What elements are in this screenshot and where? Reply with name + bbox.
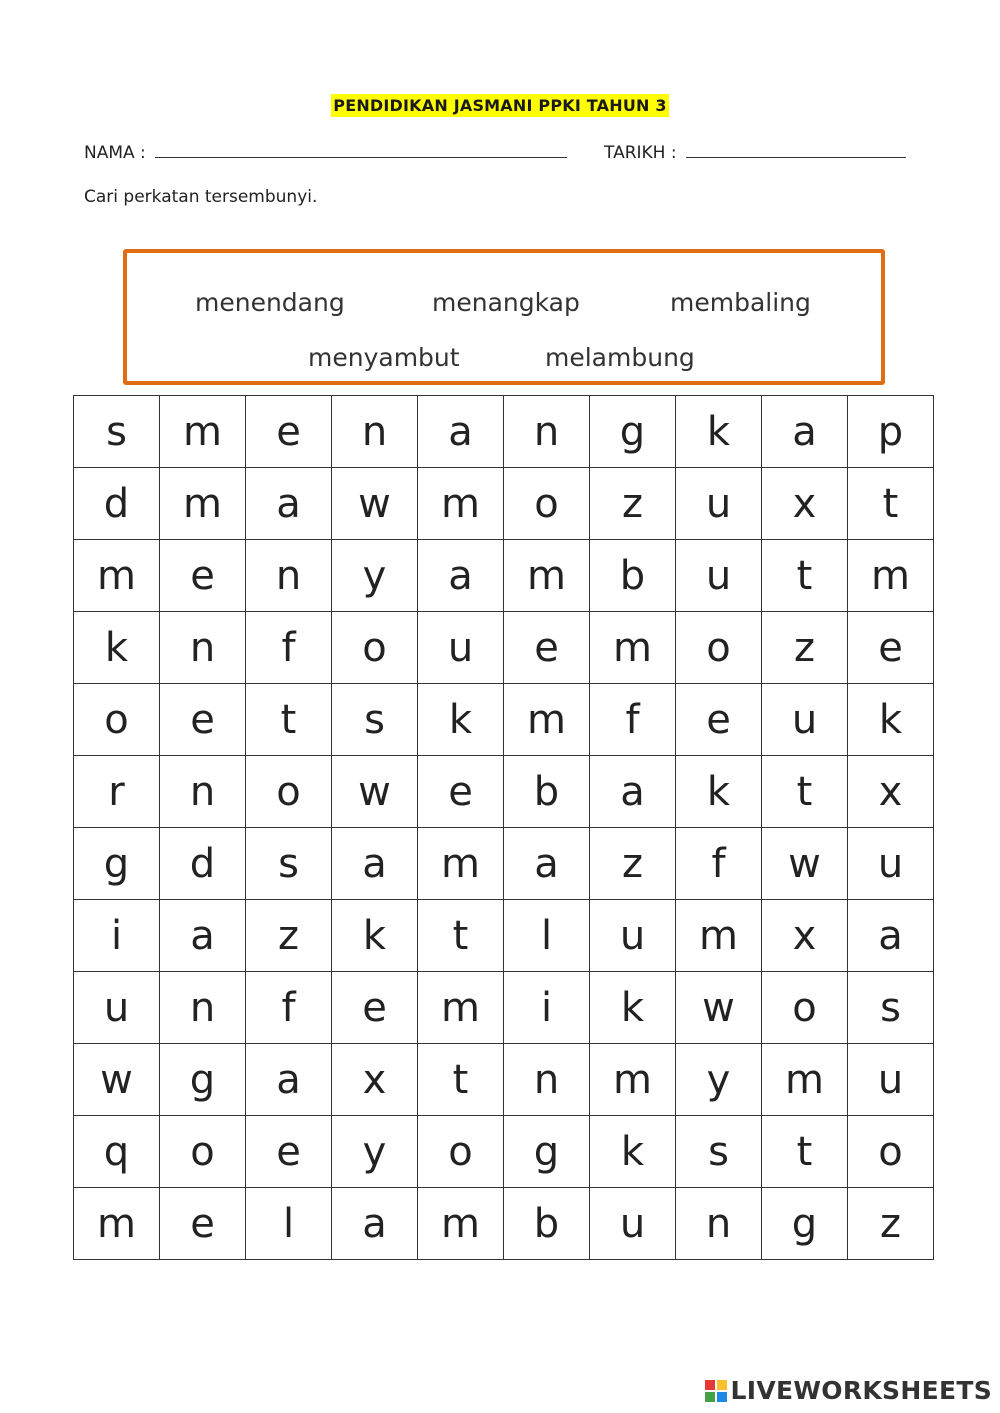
grid-cell[interactable]: o — [160, 1116, 246, 1188]
grid-cell[interactable]: u — [590, 900, 676, 972]
word-bank-item: menangkap — [432, 288, 580, 317]
grid-cell[interactable]: n — [160, 972, 246, 1044]
grid-cell[interactable]: n — [160, 756, 246, 828]
grid-cell[interactable]: u — [74, 972, 160, 1044]
grid-cell[interactable]: k — [590, 972, 676, 1044]
grid-row — [74, 612, 934, 684]
grid-cell[interactable]: u — [848, 1044, 934, 1116]
grid-cell[interactable]: o — [848, 1116, 934, 1188]
grid-cell[interactable]: t — [418, 900, 504, 972]
grid-cell[interactable]: w — [332, 756, 418, 828]
grid-cell[interactable]: g — [74, 828, 160, 900]
grid-cell[interactable]: i — [504, 972, 590, 1044]
grid-cell[interactable]: k — [848, 684, 934, 756]
grid-cell[interactable]: m — [418, 972, 504, 1044]
grid-cell[interactable]: e — [246, 396, 332, 468]
grid-cell[interactable]: m — [160, 468, 246, 540]
worksheet-title-wrap — [0, 96, 1000, 115]
grid-cell[interactable]: p — [848, 396, 934, 468]
grid-cell[interactable]: z — [590, 468, 676, 540]
grid-cell[interactable]: b — [504, 1188, 590, 1260]
grid-cell[interactable]: a — [590, 756, 676, 828]
date-row — [604, 143, 906, 163]
grid-cell[interactable]: d — [74, 468, 160, 540]
grid-cell[interactable]: k — [676, 756, 762, 828]
footer-brand — [705, 1376, 992, 1405]
grid-cell[interactable]: s — [676, 1116, 762, 1188]
date-label: TARIKH : — [604, 143, 677, 163]
grid-row — [74, 756, 934, 828]
grid-cell[interactable]: g — [160, 1044, 246, 1116]
grid-cell[interactable]: t — [762, 1116, 848, 1188]
brand-text: LIVEWORKSHEETS — [730, 1376, 992, 1405]
grid-cell[interactable]: e — [160, 684, 246, 756]
grid-cell[interactable]: n — [676, 1188, 762, 1260]
grid-cell[interactable]: z — [762, 612, 848, 684]
grid-cell[interactable]: n — [246, 540, 332, 612]
grid-cell[interactable]: e — [504, 612, 590, 684]
grid-cell[interactable]: a — [504, 828, 590, 900]
grid-cell[interactable]: y — [676, 1044, 762, 1116]
grid-cell[interactable]: a — [418, 396, 504, 468]
grid-cell[interactable]: w — [332, 468, 418, 540]
grid-row — [74, 684, 934, 756]
grid-cell[interactable]: e — [332, 972, 418, 1044]
grid-cell[interactable]: z — [590, 828, 676, 900]
grid-cell[interactable]: a — [332, 828, 418, 900]
grid-cell[interactable]: n — [504, 396, 590, 468]
grid-row — [74, 1188, 934, 1260]
word-bank-item: membaling — [670, 288, 811, 317]
grid-cell[interactable]: m — [418, 828, 504, 900]
grid-cell[interactable]: f — [590, 684, 676, 756]
grid-cell[interactable]: m — [590, 612, 676, 684]
grid-cell[interactable]: k — [418, 684, 504, 756]
grid-cell[interactable]: m — [418, 1188, 504, 1260]
grid-cell[interactable]: a — [246, 1044, 332, 1116]
grid-cell[interactable]: x — [762, 900, 848, 972]
grid-cell[interactable]: u — [762, 684, 848, 756]
grid-row — [74, 828, 934, 900]
grid-cell[interactable]: i — [74, 900, 160, 972]
grid-cell[interactable]: f — [676, 828, 762, 900]
grid-cell[interactable]: o — [418, 1116, 504, 1188]
grid-cell[interactable]: x — [332, 1044, 418, 1116]
word-search-grid — [73, 395, 934, 1260]
grid-row — [74, 1044, 934, 1116]
grid-cell[interactable]: m — [74, 540, 160, 612]
grid-cell[interactable]: t — [418, 1044, 504, 1116]
word-bank-item: menyambut — [308, 343, 460, 372]
grid-cell[interactable]: k — [590, 1116, 676, 1188]
grid-cell[interactable]: t — [246, 684, 332, 756]
grid-cell[interactable]: a — [332, 1188, 418, 1260]
grid-cell[interactable]: m — [418, 468, 504, 540]
grid-cell[interactable]: l — [504, 900, 590, 972]
grid-cell[interactable]: y — [332, 540, 418, 612]
grid-cell[interactable]: t — [762, 540, 848, 612]
grid-row — [74, 1116, 934, 1188]
grid-cell[interactable]: m — [762, 1044, 848, 1116]
grid-cell[interactable]: w — [676, 972, 762, 1044]
grid-cell[interactable]: o — [74, 684, 160, 756]
name-row — [84, 143, 567, 163]
liveworksheets-logo-icon — [705, 1380, 727, 1402]
instruction-text: Cari perkatan tersembunyi. — [84, 187, 318, 207]
grid-cell[interactable]: a — [160, 900, 246, 972]
grid-cell[interactable]: o — [762, 972, 848, 1044]
worksheet-title: PENDIDIKAN JASMANI PPKI TAHUN 3 — [333, 96, 667, 115]
grid-cell[interactable]: e — [848, 612, 934, 684]
grid-row — [74, 396, 934, 468]
grid-cell[interactable]: r — [74, 756, 160, 828]
grid-cell[interactable]: m — [504, 684, 590, 756]
grid-cell[interactable]: u — [848, 828, 934, 900]
word-bank-item: melambung — [545, 343, 695, 372]
grid-row — [74, 540, 934, 612]
grid-cell[interactable]: a — [848, 900, 934, 972]
grid-cell[interactable]: g — [504, 1116, 590, 1188]
grid-cell[interactable]: m — [848, 540, 934, 612]
grid-cell[interactable]: a — [762, 396, 848, 468]
grid-cell[interactable]: y — [332, 1116, 418, 1188]
grid-cell[interactable]: o — [504, 468, 590, 540]
grid-cell[interactable]: z — [848, 1188, 934, 1260]
grid-cell[interactable]: m — [160, 396, 246, 468]
grid-cell[interactable]: t — [762, 756, 848, 828]
grid-cell[interactable]: f — [246, 972, 332, 1044]
grid-row — [74, 468, 934, 540]
grid-cell[interactable]: a — [418, 540, 504, 612]
grid-cell[interactable]: w — [762, 828, 848, 900]
grid-cell[interactable]: e — [160, 1188, 246, 1260]
grid-row — [74, 972, 934, 1044]
grid-cell[interactable]: s — [74, 396, 160, 468]
grid-cell[interactable]: w — [74, 1044, 160, 1116]
grid-cell[interactable]: z — [246, 900, 332, 972]
grid-cell[interactable]: s — [848, 972, 934, 1044]
grid-cell[interactable]: e — [160, 540, 246, 612]
grid-cell[interactable]: n — [160, 612, 246, 684]
word-bank — [123, 249, 885, 385]
date-field[interactable] — [686, 143, 906, 158]
grid-cell[interactable]: e — [676, 684, 762, 756]
grid-cell[interactable]: k — [676, 396, 762, 468]
grid-cell[interactable]: m — [504, 540, 590, 612]
grid-cell[interactable]: f — [246, 612, 332, 684]
grid-cell[interactable]: o — [332, 612, 418, 684]
grid-cell[interactable]: m — [74, 1188, 160, 1260]
grid-cell[interactable]: s — [246, 828, 332, 900]
grid-cell[interactable]: x — [848, 756, 934, 828]
grid-cell[interactable]: u — [590, 1188, 676, 1260]
grid-row — [74, 900, 934, 972]
grid-cell[interactable]: l — [246, 1188, 332, 1260]
grid-cell[interactable]: u — [418, 612, 504, 684]
grid-cell[interactable]: t — [848, 468, 934, 540]
grid-cell[interactable]: m — [676, 900, 762, 972]
grid-cell[interactable]: x — [762, 468, 848, 540]
grid-cell[interactable]: e — [246, 1116, 332, 1188]
name-label: NAMA : — [84, 143, 146, 163]
grid-cell[interactable]: n — [332, 396, 418, 468]
grid-cell[interactable]: g — [590, 396, 676, 468]
grid-cell[interactable]: n — [504, 1044, 590, 1116]
grid-cell[interactable]: e — [418, 756, 504, 828]
grid-cell[interactable]: s — [332, 684, 418, 756]
grid-cell[interactable]: o — [676, 612, 762, 684]
name-field[interactable] — [155, 143, 567, 158]
grid-cell[interactable]: u — [676, 468, 762, 540]
word-bank-item: menendang — [195, 288, 345, 317]
grid-cell[interactable]: b — [504, 756, 590, 828]
grid-cell[interactable]: o — [246, 756, 332, 828]
grid-cell[interactable]: u — [676, 540, 762, 612]
grid-cell[interactable]: m — [590, 1044, 676, 1116]
grid-cell[interactable]: a — [246, 468, 332, 540]
grid-cell[interactable]: k — [332, 900, 418, 972]
grid-cell[interactable]: d — [160, 828, 246, 900]
grid-cell[interactable]: b — [590, 540, 676, 612]
grid-cell[interactable]: q — [74, 1116, 160, 1188]
grid-cell[interactable]: g — [762, 1188, 848, 1260]
grid-cell[interactable]: k — [74, 612, 160, 684]
